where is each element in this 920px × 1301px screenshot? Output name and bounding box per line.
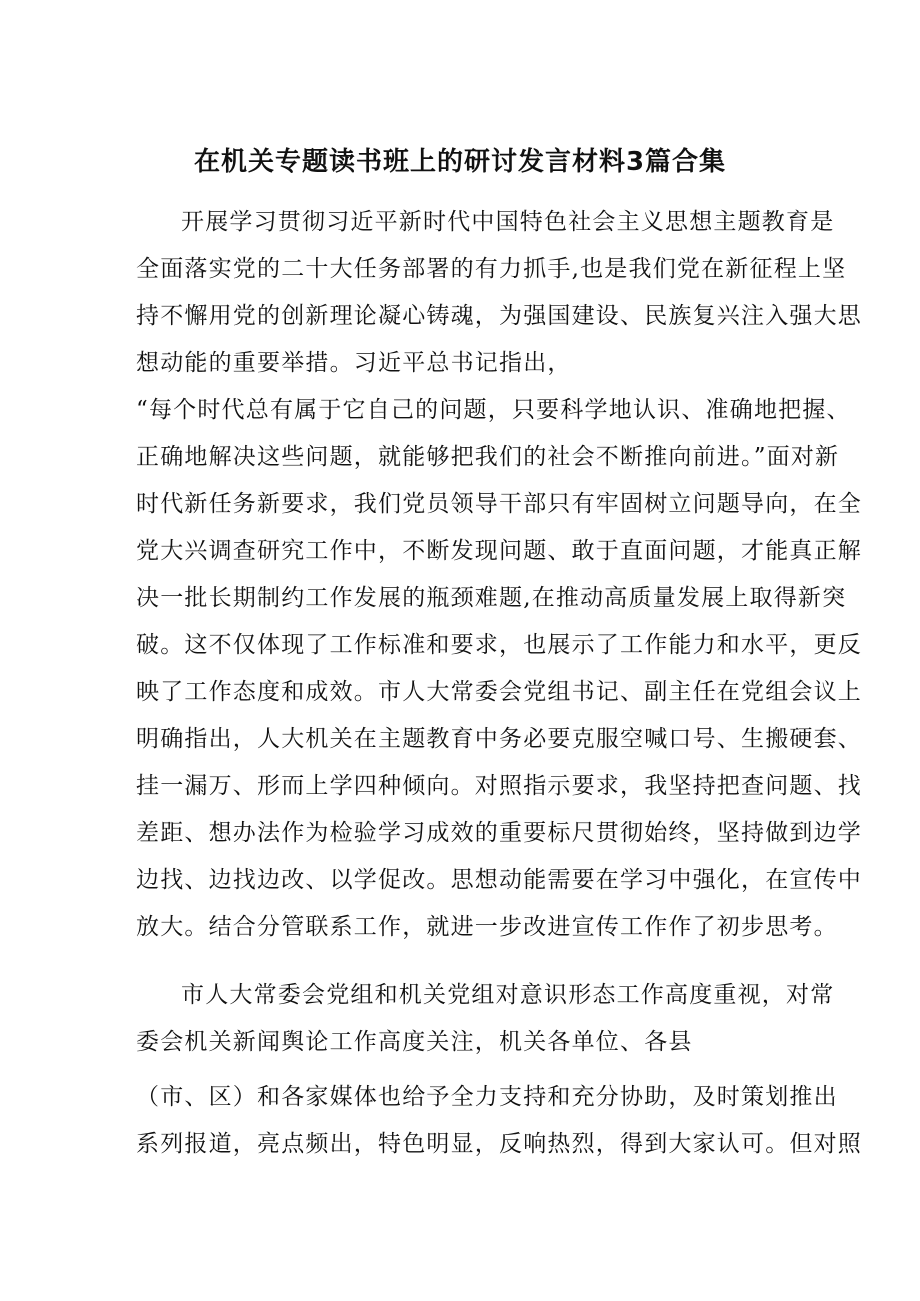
paragraph-line: 系列报道，亮点频出，特色明显，反响热烈，得到大家认可。但对照 [136, 1131, 862, 1157]
paragraph-line: 决一批长期制约工作发展的瓶颈难题,在推动高质量发展上取得新突 [136, 585, 847, 611]
paragraph-line: “每个时代总有属于它自己的问题，只要科学地认识、准确地把握、 [136, 397, 851, 423]
paragraph-line: 破。这不仅体现了工作标准和要求，也展示了工作能力和水平，更反 [136, 632, 862, 658]
paragraph-line: 委会机关新闻舆论工作高度关注，机关各单位、各县 [136, 1029, 693, 1055]
paragraph-line: 映了工作态度和成效。市人大常委会党组书记、副主任在党组会议上 [136, 679, 862, 705]
paragraph-line: （市、区）和各家媒体也给予全力支持和充分协助，及时策划推出 [136, 1084, 838, 1110]
paragraph-line: 持不懈用党的创新理论凝心铸魂，为强国建设、民族复兴注入强大思 [136, 303, 862, 329]
document-title: 在机关专题读书班上的研讨发言材料3篇合集 [193, 147, 727, 177]
paragraph-line: 时代新任务新要求，我们党员领导干部只有牢固树立问题导向，在全 [136, 491, 862, 517]
paragraph-line: 正确地解决这些问题，就能够把我们的社会不断推向前进。”面对新 [136, 444, 840, 470]
paragraph-line: 开展学习贯彻习近平新时代中国特色社会主义思想主题教育是 [181, 209, 835, 235]
paragraph-line: 差距、想办法作为检验学习成效的重要标尺贯彻始终，坚持做到边学 [136, 820, 862, 846]
paragraph-line: 党大兴调查研究工作中，不断发现问题、敢于直面问题，才能真正解 [136, 538, 862, 564]
paragraph-line: 边找、边找边改、以学促改。思想动能需要在学习中强化，在宣传中 [136, 867, 862, 893]
paragraph-line: 市人大常委会党组和机关党组对意识形态工作高度重视，对常 [181, 982, 835, 1008]
paragraph-line: 想动能的重要举措。习近平总书记指出， [136, 350, 572, 376]
paragraph-line: 挂一漏万、形而上学四种倾向。对照指示要求，我坚持把查问题、找 [136, 773, 862, 799]
paragraph-line: 明确指出，人大机关在主题教育中务必要克服空喊口号、生搬硬套、 [136, 726, 862, 752]
paragraph-line: 全面落实党的二十大任务部署的有力抓手,也是我们党在新征程上坚 [136, 256, 847, 282]
paragraph-line: 放大。结合分管联系工作，就进一步改进宣传工作作了初步思考。 [136, 914, 838, 940]
